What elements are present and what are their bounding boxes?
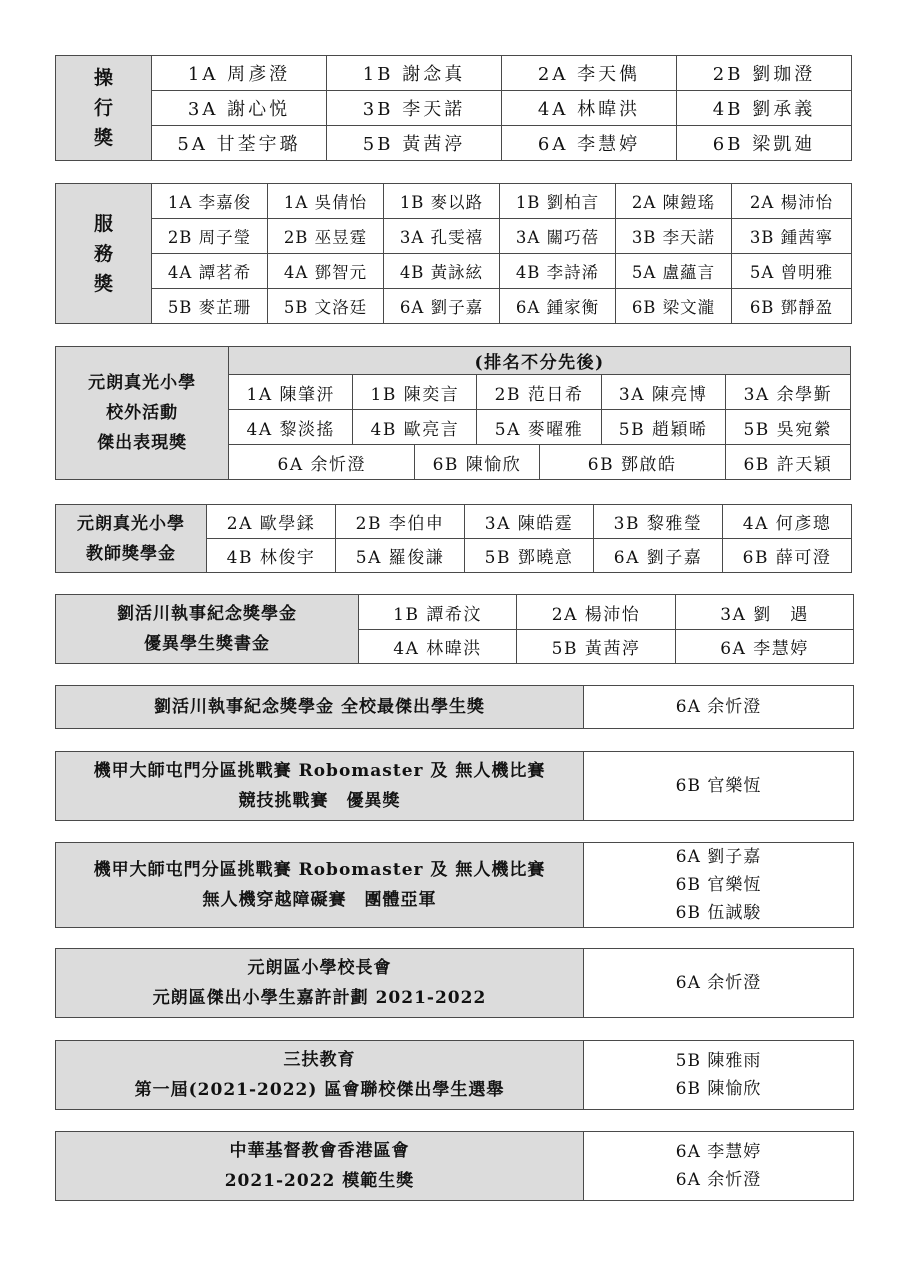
- model-student-table: [55, 1131, 854, 1201]
- student-name: 6A 劉子嘉: [594, 539, 723, 573]
- student-name: 1B 麥以路: [384, 184, 500, 219]
- student-name: 6B 鄧啟皓: [539, 445, 725, 480]
- student-name: 3A 謝心悦: [152, 91, 327, 126]
- student-name: 5B 文洛廷: [268, 289, 384, 324]
- student-name: 5A 甘荃宇璐: [152, 126, 327, 161]
- student-name: 6B 陳愉欣: [675, 1079, 762, 1099]
- service-award-label: 服 務 獎: [56, 184, 152, 324]
- conduct-award-table: [55, 55, 852, 161]
- student-name: 1B 劉柏言: [500, 184, 616, 219]
- student-name: 6B 薛可澄: [723, 539, 852, 573]
- student-name: 6B 陳愉欣: [415, 445, 539, 480]
- student-name: 5B 鄧曉意: [465, 539, 594, 573]
- teacher-scholarship-table: [55, 504, 852, 573]
- student-name: 4B 李詩浠: [500, 254, 616, 289]
- lau-merit-label: 劉活川執事紀念獎學金 優異學生獎書金: [56, 595, 359, 664]
- student-name: 3A 關巧蓓: [500, 219, 616, 254]
- student-name: 6A 李慧婷: [675, 1142, 762, 1162]
- teacher-scholarship-label: 元朗真光小學 教師獎學金: [56, 505, 207, 573]
- student-name: 3B 李天諾: [327, 91, 502, 126]
- student-name: 5B 黃茜渟: [327, 126, 502, 161]
- student-name: 4B 林俊宇: [207, 539, 336, 573]
- student-name: 6A 李慧婷: [502, 126, 677, 161]
- student-name: 6B 官樂恆: [675, 875, 762, 895]
- student-name: 6A 李慧婷: [676, 630, 854, 664]
- robomaster-merit-table: [55, 751, 854, 821]
- student-name: 2B 劉珈澄: [677, 56, 852, 91]
- student-name: 2B 范日希: [477, 375, 601, 410]
- student-name: 6B 梁凱廸: [677, 126, 852, 161]
- award-label: 三扶教育 第一屆(2021-2022) 區會聯校傑出學生選舉: [56, 1041, 584, 1110]
- student-name: 2A 楊沛怡: [732, 184, 852, 219]
- student-name: 3A 孔雯禧: [384, 219, 500, 254]
- outside-activity-award-table: [55, 346, 851, 480]
- student-name: 6A 余忻澄: [229, 445, 415, 480]
- student-name: 5B 趙穎晞: [601, 410, 725, 445]
- student-name: 3B 鍾茜寧: [732, 219, 852, 254]
- award-names: [584, 949, 854, 1018]
- student-name: 5A 盧蘊言: [616, 254, 732, 289]
- student-name: 2A 歐學鍒: [207, 505, 336, 539]
- sanfu-education-table: [55, 1040, 854, 1110]
- student-name: 5A 麥曜雅: [477, 410, 601, 445]
- award-label: 中華基督教會香港區會 2021-2022 模範生獎: [56, 1132, 584, 1201]
- student-name: 2A 陳鎧瑤: [616, 184, 732, 219]
- student-name: 1B 謝念真: [327, 56, 502, 91]
- student-name: 1B 陳奕言: [353, 375, 477, 410]
- student-name: 5B 麥芷珊: [152, 289, 268, 324]
- student-name: 6A 余忻澄: [675, 1170, 762, 1190]
- award-names: [584, 1132, 854, 1201]
- student-name: 5B 陳雅雨: [675, 1051, 762, 1071]
- student-name: 5B 黃茜渟: [517, 630, 676, 664]
- student-name: 3B 黎雅瑩: [594, 505, 723, 539]
- student-name: 6B 伍誠駿: [675, 903, 762, 923]
- award-names: [584, 843, 854, 928]
- student-name: 1A 陳肇汧: [229, 375, 353, 410]
- award-names: [584, 1041, 854, 1110]
- conduct-award-label: 操 行 獎: [56, 56, 152, 161]
- lau-merit-table: [55, 594, 854, 664]
- outside-activity-award-label: 元朗真光小學 校外活動 傑出表現獎: [56, 347, 229, 480]
- student-name: 5A 曾明雅: [732, 254, 852, 289]
- student-name: 6B 官樂恆: [675, 776, 762, 796]
- student-name: 1A 李嘉俊: [152, 184, 268, 219]
- student-name: 2B 巫昱霆: [268, 219, 384, 254]
- award-label: 機甲大師屯門分區挑戰賽 Robomaster 及 無人機比賽 無人機穿越障礙賽 團體亞軍: [56, 843, 584, 928]
- award-names: [584, 686, 854, 729]
- student-name: 3A 劉 遇: [676, 595, 854, 630]
- student-name: 6A 劉子嘉: [384, 289, 500, 324]
- student-name: 6B 鄧靜盈: [732, 289, 852, 324]
- student-name: 6B 梁文瀧: [616, 289, 732, 324]
- student-name: 6A 鍾家衡: [500, 289, 616, 324]
- student-name: 2A 李天儁: [502, 56, 677, 91]
- student-name: 4A 黎淡搖: [229, 410, 353, 445]
- student-name: 6A 余忻澄: [675, 697, 762, 717]
- student-name: 4A 鄧智元: [268, 254, 384, 289]
- award-label: 元朗區小學校長會 元朗區傑出小學生嘉許計劃 2021-2022: [56, 949, 584, 1018]
- student-name: 4B 歐亮言: [353, 410, 477, 445]
- student-name: 4B 劉承義: [677, 91, 852, 126]
- ranking-note: (排名不分先後): [229, 347, 851, 375]
- robomaster-runner-up-table: [55, 842, 854, 928]
- student-name: 2B 李伯申: [336, 505, 465, 539]
- student-name: 3A 陳亮博: [601, 375, 725, 410]
- student-name: 1B 譚希汶: [359, 595, 517, 630]
- student-name: 2B 周子瑩: [152, 219, 268, 254]
- student-name: 3A 陳皓霆: [465, 505, 594, 539]
- student-name: 6B 許天穎: [725, 445, 850, 480]
- award-label: 機甲大師屯門分區挑戰賽 Robomaster 及 無人機比賽 競技挑戰賽 優異獎: [56, 752, 584, 821]
- award-label: 劉活川執事紀念獎學金 全校最傑出學生獎: [56, 686, 584, 729]
- best-student-award-table: [55, 685, 854, 729]
- student-name: 6A 余忻澄: [675, 973, 762, 993]
- student-name: 4A 何彥璁: [723, 505, 852, 539]
- student-name: 1A 吳倩怡: [268, 184, 384, 219]
- student-name: 5B 吳宛縈: [725, 410, 850, 445]
- student-name: 6A 劉子嘉: [675, 847, 762, 867]
- student-name: 1A 周彥澄: [152, 56, 327, 91]
- student-name: 3A 余學斳: [725, 375, 850, 410]
- award-names: [584, 752, 854, 821]
- student-name: 4A 林暐洪: [359, 630, 517, 664]
- student-name: 5A 羅俊謙: [336, 539, 465, 573]
- student-name: 4B 黃詠絃: [384, 254, 500, 289]
- service-award-table: [55, 183, 852, 324]
- student-name: 4A 譚茗希: [152, 254, 268, 289]
- student-name: 4A 林暐洪: [502, 91, 677, 126]
- yuen-long-outstanding-table: [55, 948, 854, 1018]
- student-name: 3B 李天諾: [616, 219, 732, 254]
- student-name: 2A 楊沛怡: [517, 595, 676, 630]
